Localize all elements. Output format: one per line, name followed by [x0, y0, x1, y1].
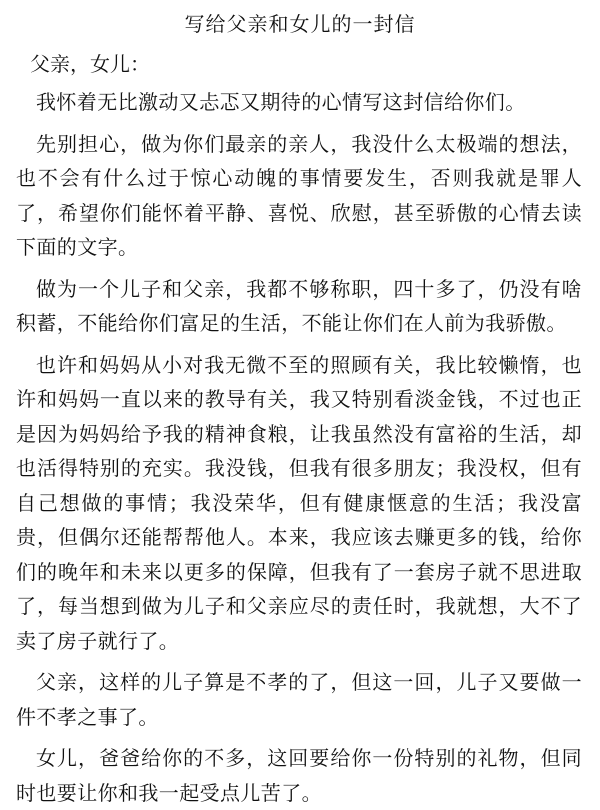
paragraph-4: 也许和妈妈从小对我无微不至的照顾有关，我比较懒惰，也许和妈妈一直以来的教导有关，我又特别看淡金钱，不过也正是因为妈妈给予我的精神食粮，让我虽然没有富裕的生活，却也活得特别的充实。我没钱，但我有很多朋友；我没权，但有自己想做的事情；我没荣华，但有健康惬意的生活；我没富贵，但偶尔还能帮帮他人。本来，我应该去赚更多的钱，给你们的晚年和未来以更多的保障，但我有了一套房子就不思进取了，每当想到做为儿子和父亲应尽的责任时，我就想，大不了卖了房子就行了。 [16, 352, 582, 653]
paragraph-3: 做为一个儿子和父亲，我都不够称职，四十多了，仍没有啥积蓄，不能给你们富足的生活，不能让你们在人前为我骄傲。 [16, 276, 582, 335]
letter-title: 写给父亲和女儿的一封信 [184, 12, 416, 36]
paragraph-6: 女儿，爸爸给你的不多，这回要给你一份特别的礼物，但同时也要让你和我一起受点儿苦了。 [16, 746, 582, 805]
paragraph-1: 我怀着无比激动又忐忑又期待的心情写这封信给你们。 [36, 90, 526, 114]
paragraph-5: 父亲，这样的儿子算是不孝的了，但这一回，儿子又要做一件不孝之事了。 [16, 670, 582, 729]
letter-salutation: 父亲，女儿： [30, 52, 150, 76]
paragraph-2: 先别担心，做为你们最亲的亲人，我没什么太极端的想法，也不会有什么过于惊心动魄的事情要发生，否则我就是罪人了，希望你们能怀着平静、喜悦、欣慰，甚至骄傲的心情去读下面的文字。 [16, 131, 582, 259]
